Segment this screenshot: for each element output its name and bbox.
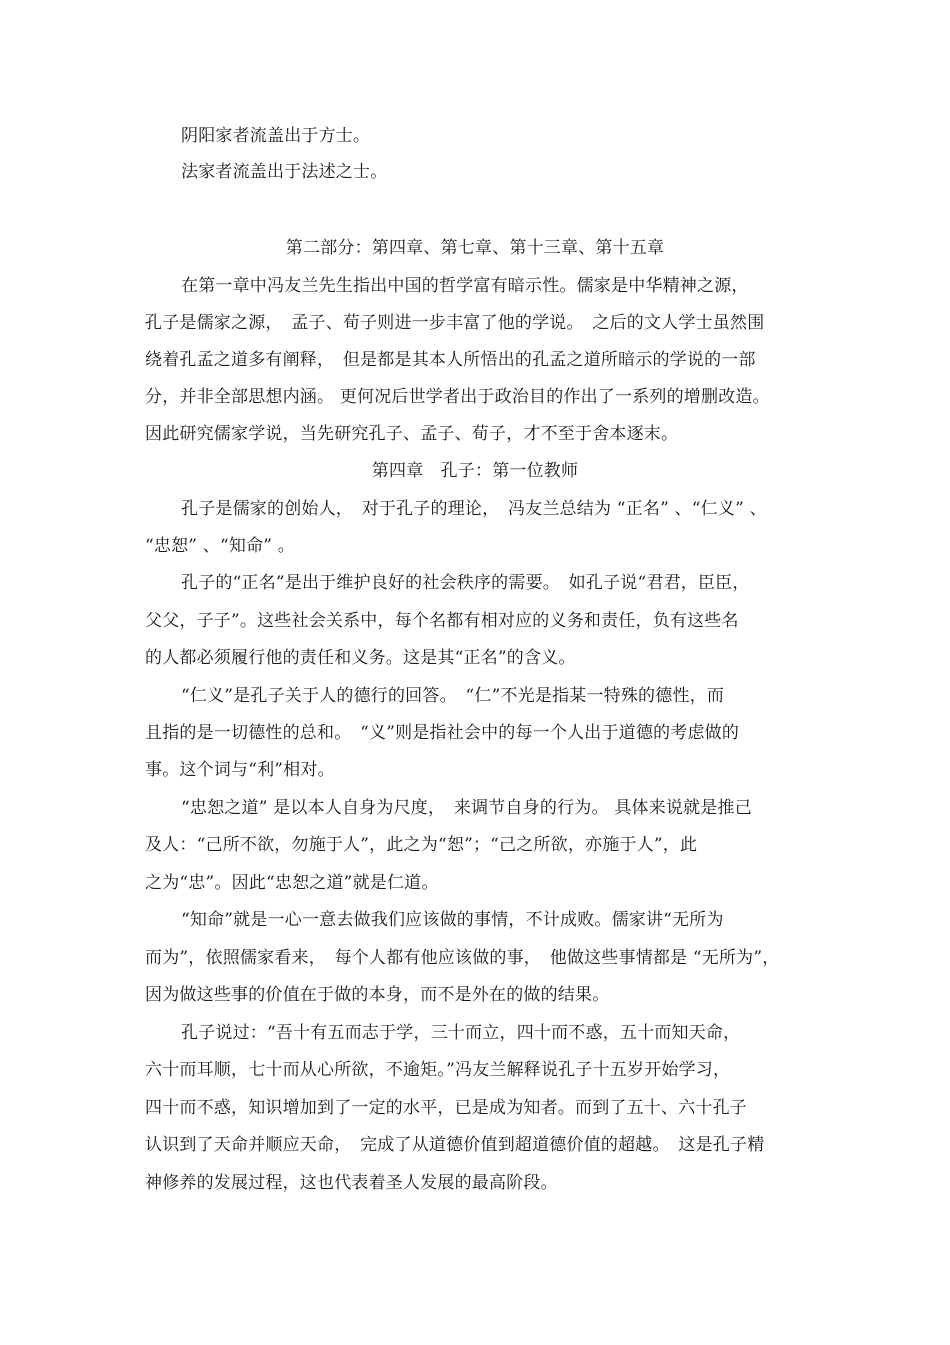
text-line: 孔子是儒家的创始人， 对于孔子的理论， 冯友兰总结为 “正名” 、“仁义” 、 bbox=[181, 499, 767, 519]
text-line: 事。这个词与“利”相对。 bbox=[145, 760, 335, 780]
chapter-title: 第四章 孔子：第一位教师 bbox=[371, 461, 579, 481]
text-line: 阴阳家者流盖出于方士。 bbox=[181, 126, 371, 146]
text-line: 而为”，依照儒家看来， 每个人都有他应该做的事， 他做这些事情都是 “无所为”， bbox=[145, 948, 780, 968]
text-line: 及人：“己所不欲，勿施于人”，此之为“恕”；“己之所欲，亦施于人”，此 bbox=[145, 835, 698, 855]
text-line: 法家者流盖出于法述之士。 bbox=[181, 162, 388, 182]
text-line: 因为做这些事的价值在于做的本身，而不是外在的做的结果。 bbox=[145, 985, 610, 1005]
text-line: 孔子说过：“吾十有五而志于学，三十而立，四十而不惑，五十而知天命， bbox=[181, 1023, 741, 1043]
text-line: 父父，子子”。这些社会关系中，每个名都有相对应的义务和责任，负有这些名 bbox=[145, 611, 739, 631]
text-line: “忠恕” 、“知命” 。 bbox=[145, 536, 295, 556]
section-title: 第二部分：第四章、第七章、第十三章、第十五章 bbox=[285, 238, 665, 258]
text-line: “仁义”是孔子关于人的德行的回答。 “仁”不光是指某一特殊的德性，而 bbox=[181, 686, 725, 706]
text-line: 的人都必须履行他的责任和义务。这是其“正名”的含义。 bbox=[145, 648, 576, 668]
text-line: 因此研究儒家学说，当先研究孔子、孟子、荀子，才不至于舍本逐末。 bbox=[145, 424, 679, 444]
text-line: 孔子是儒家之源， 孟子、荀子则进一步丰富了他的学说。 之后的文人学士虽然围 bbox=[145, 313, 765, 333]
text-line: 且指的是一切德性的总和。 “义”则是指社会中的每一个人出于道德的考虑做的 bbox=[145, 723, 740, 743]
text-line: 孔子的“正名”是出于维护良好的社会秩序的需要。 如孔子说“君君，臣臣， bbox=[181, 573, 750, 593]
text-line: “忠恕之道” 是以本人自身为尺度， 来调节自身的行为。 具体来说就是推己 bbox=[181, 798, 752, 818]
text-line: 之为“忠”。因此“忠恕之道”就是仁道。 bbox=[145, 873, 439, 893]
text-line: 认识到了天命并顺应天命， 完成了从道德价值到超道德价值的超越。 这是孔子精 bbox=[145, 1135, 765, 1155]
text-line: 六十而耳顺，七十而从心所欲，不逾矩。”冯友兰解释说孔子十五岁开始学习， bbox=[145, 1060, 731, 1080]
text-line: 绕着孔孟之道多有阐释， 但是都是其本人所悟出的孔孟之道所暗示的学说的一部 bbox=[145, 350, 756, 370]
text-line: 分，并非全部思想内涵。 更何况后世学者出于政治目的作出了一系列的增删改造。 bbox=[145, 387, 770, 407]
text-line: 在第一章中冯友兰先生指出中国的哲学富有暗示性。儒家是中华精神之源， bbox=[181, 276, 749, 296]
text-line: 神修养的发展过程，这也代表着圣人发展的最高阶段。 bbox=[145, 1173, 558, 1193]
text-line: 四十而不惑，知识增加到了一定的水平，已是成为知者。而到了五十、六十孔子 bbox=[145, 1098, 747, 1118]
text-line: “知命”就是一心一意去做我们应该做的事情，不计成败。儒家讲“无所为 bbox=[181, 910, 724, 930]
